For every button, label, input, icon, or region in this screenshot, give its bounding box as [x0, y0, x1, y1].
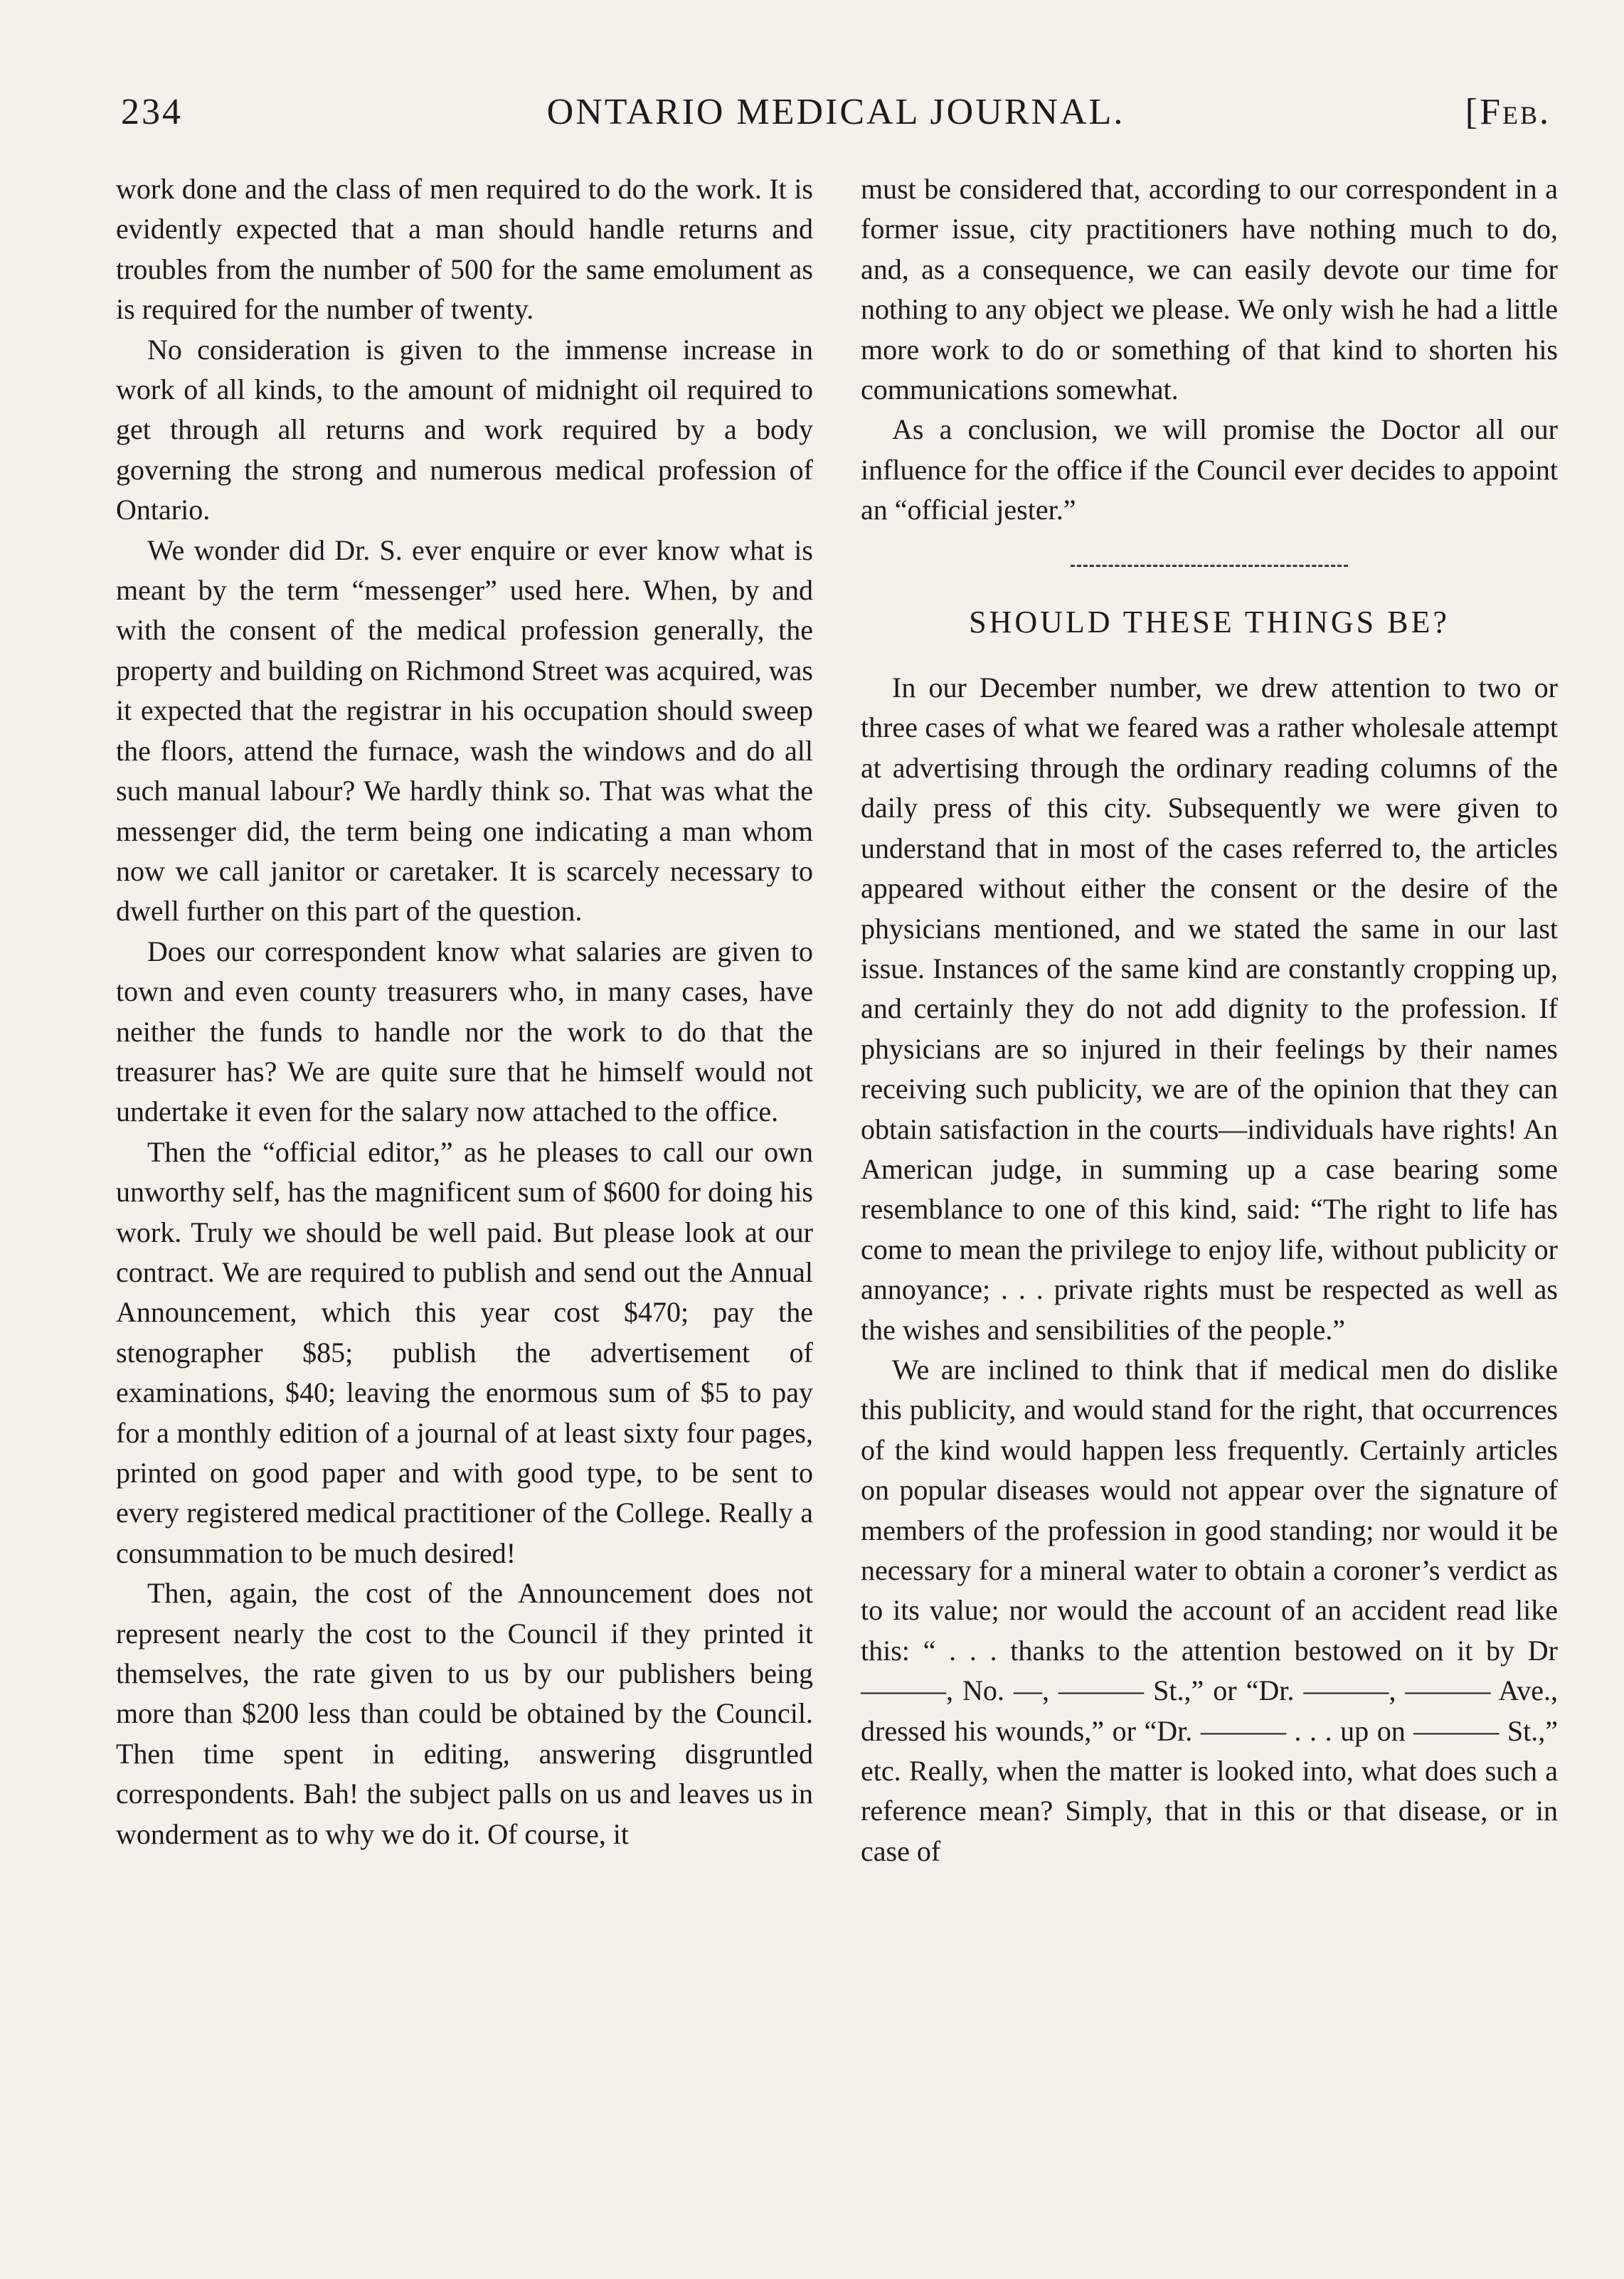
paragraph: As a conclusion, we will promise the Doctor all our influence for the office if the Council ever decides to appoint an “official jester.”: [861, 413, 1558, 526]
paragraph: Does our correspondent know what salaries are given to town and even county treasurers who, in many cases, have neither the funds to handle nor the work to do that the treasurer has? We are quite sure that he himself would not undertake it even for the salary now attached to the office.: [116, 935, 813, 1128]
section-heading: SHOULD THESE THINGS BE?: [969, 604, 1450, 639]
paragraph: No consideration is given to the immense increase in work of all kinds, to the amount of midnight oil required to get through all returns and work required by a body governing the strong and numerous medical profession of Ontario.: [116, 333, 813, 526]
paragraph: We are inclined to think that if medical men do dislike this publicity, and would stand for the right, that occurrences of the kind would happen less frequently. Certainly articles on popular diseases would not appear over the signature of members of the profession in good standing; nor would it be necessary for a mineral water to obtain a coroner’s verdict as to its value; nor would the account of an accident read like this: “ . . . thanks to the attention bestowed on it by Dr ———, No. —, ——— St.,” or “Dr. ———, ——— Ave., dressed his wounds,” or “Dr. ——— . . . up on ——— St.,” etc. Really, when the matter is looked into, what does such a reference mean? Simply, that in this or that disease, or in case of: [861, 1353, 1558, 1867]
section-divider: [1071, 565, 1348, 567]
paragraph: We wonder did Dr. S. ever enquire or ever know what is meant by the term “messenger” used here. When, by and with the consent of the medical profession generally, the property and building on Richmond Street was acquired, was it expected that the registrar in his occupation should sweep the floors, attend the furnace, wash the windows and do all such manual labour? We hardly think so. That was what the messenger did, the term being one indicating a man whom now we call janitor or caretaker. It is scarcely necessary to dwell further on this part of the question.: [116, 533, 813, 928]
page-number: 234: [121, 92, 183, 132]
paragraph: work done and the class of men required to do the work. It is evidently expected that a man should handle returns and troubles from the number of 500 for the same emolument as is required for the number of twenty.: [116, 173, 813, 326]
right-column: [861, 169, 1558, 1871]
paragraph: Then, again, the cost of the Announcement does not represent nearly the cost to the Council if they printed it themselves, the rate given to us by our publishers being more than $200 less than could be obtained by the Council. Then time spent in editing, answering disgruntled correspondents. Bah! the subject palls on us and leaves us in wonderment as to why we do it. Of course, it: [116, 1577, 813, 1850]
paragraph: Then the “official editor,” as he pleases to call our own unworthy self, has the magnificent sum of $600 for doing his work. Truly we should be well paid. But please look at our contract. We are required to publish and send out the Annual Announcement, which this year cost $470; pay the stenographer $85; publish the advertisement of examinations, $40; leaving the enormous sum of $5 to pay for a monthly edition of a journal of at least sixty four pages, printed on good paper and with good type, to be sent to every registered medical practitioner of the College. Really a consummation to be much desired!: [116, 1135, 813, 1569]
left-column: [116, 169, 813, 1854]
paragraph: must be considered that, according to our correspondent in a former issue, city practitioners have nothing much to do, and, as a consequence, we can easily devote our time for nothing to any object we please. We only wish he had a little more work to do or something of that kind to shorten his communications somewhat.: [861, 173, 1558, 406]
running-header: [121, 77, 1551, 141]
journal-title: ONTARIO MEDICAL JOURNAL.: [546, 92, 1125, 132]
issue-month: [Feb.: [1465, 92, 1551, 132]
paragraph: In our December number, we drew attention to two or three cases of what we feared was a rather wholesale attempt at advertising through the ordinary reading columns of the daily press of this city. Subsequently we were given to understand that in most of the cases referred to, the articles appeared without either the consent or the desire of the physicians mentioned, and we stated the same in our last issue. Instances of the same kind are constantly cropping up, and certainly they do not add dignity to the profession. If physicians are so injured in their feelings by their names receiving such publicity, we are of the opinion that they can obtain satisfaction in the courts—individuals have rights! An American judge, in summing up a case bearing some resemblance to one of this kind, said: “The right to life has come to mean the privilege to enjoy life, without publicity or annoyance; . . . private rights must be respected as well as the wishes and sensibilities of the people.”: [861, 671, 1558, 1346]
